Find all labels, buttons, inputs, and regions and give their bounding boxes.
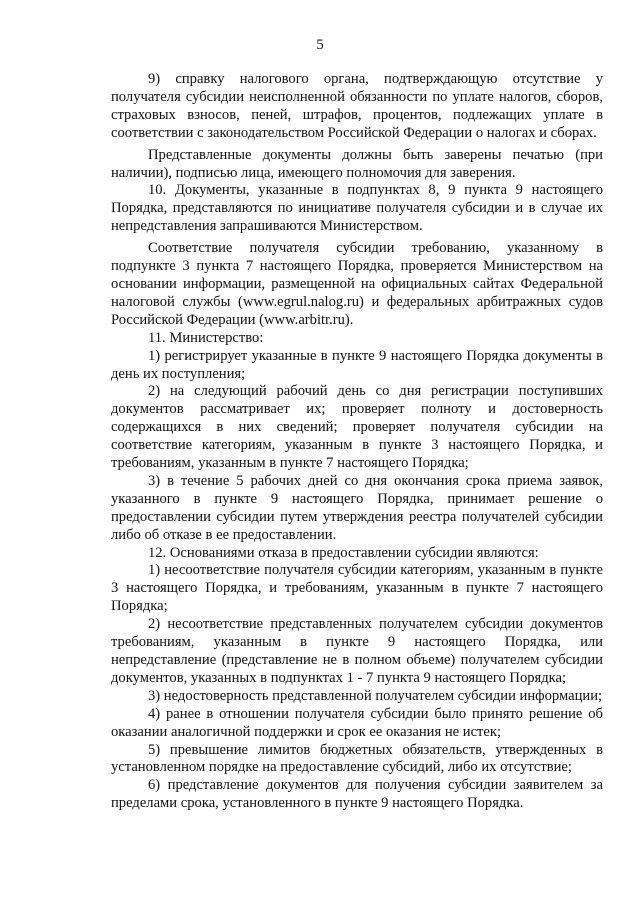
paragraph-9-tax-certificate: 9) справку налогового органа, подтверждающую отсутствие у получателя субсидии неисполненной обязанности по уплате налогов, сборов, страховых взносов, пеней, штрафов, процентов, подлежащих уплате в соответствии с законодательством Российской Федерации о налогах и сборах. bbox=[111, 71, 603, 141]
paragraph-12-item-5: 5) превышение лимитов бюджетных обязательств, утвержденных в установленном порядке на предоставление субсидий, либо их отсутствие; bbox=[111, 741, 603, 776]
paragraph-12-item-4: 4) ранее в отношении получателя субсидии было принято решение об оказании аналогичной поддержки и срок ее оказания не истек; bbox=[111, 705, 603, 740]
paragraph-10: 10. Документы, указанные в подпунктах 8, 9 пункта 9 настоящего Порядка, представляются по инициативе получателя субсидии и в случае их непредставления запрашиваются Министерством. bbox=[111, 182, 603, 235]
paragraph-12-refusal-grounds: 12. Основаниями отказа в предоставлении субсидии являются: bbox=[148, 544, 539, 561]
page-number: 5 bbox=[316, 37, 324, 53]
paragraph-11-item-2: 2) на следующий рабочий день со дня регистрации поступивших документов рассматривает их; проверяет полноту и достоверность содержащихся в них сведений; проверяет получателя субсидии на соответствие категориям, указанным в пункте 3 настоящего Порядка, и требованиям, указанным в пункте 7 настоящего Порядка; bbox=[111, 383, 603, 472]
paragraph-11-item-1: 1) регистрирует указанные в пункте 9 настоящего Порядка документы в день их поступления; bbox=[111, 347, 603, 382]
paragraph-12-item-6: 6) представление документов для получения субсидии заявителем за пределами срока, установленного в пункте 9 настоящего Порядка. bbox=[111, 777, 603, 812]
paragraph-12-item-1: 1) несоответствие получателя субсидии категориям, указанным в пункте 3 настоящего Порядка, и требованиям, указанным в пункте 7 настоящего Порядка; bbox=[111, 562, 603, 615]
paragraph-12-item-2: 2) несоответствие представленных получателем субсидии документов требованиям, указанным в пункте 9 настоящего Порядка, или непредставление (представление не в полном объеме) получателем субсидии документов, указанных в подпунктах 1 - 7 пункта 9 настоящего Порядка; bbox=[111, 616, 603, 686]
paragraph-documents-certification: Представленные документы должны быть заверены печатью (при наличии), подписью лица, имеющего полномочия для заверения. bbox=[111, 146, 603, 181]
paragraph-12-item-3: 3) недостоверность представленной получателем субсидии информации; bbox=[148, 687, 603, 704]
paragraph-compliance-check: Соответствие получателя субсидии требованию, указанному в подпункте 3 пункта 7 настоящего Порядка, проверяется Министерством на основании информации, размещенной на официальных сайтах Федеральной налоговой службы (www.egrul.nalog.ru) и федеральных арбитражных судов Российской Федерации (www.arbitr.ru). bbox=[111, 240, 603, 328]
document-body bbox=[111, 71, 603, 813]
paragraph-11-ministry: 11. Министерство: bbox=[148, 329, 264, 346]
paragraph-11-item-3: 3) в течение 5 рабочих дней со дня окончания срока приема заявок, указанного в пункте 9 настоящего Порядка, принимает решение о предоставлении субсидии путем утверждения реестра получателей субсидии либо об отказе в ее предоставлении. bbox=[111, 472, 603, 543]
